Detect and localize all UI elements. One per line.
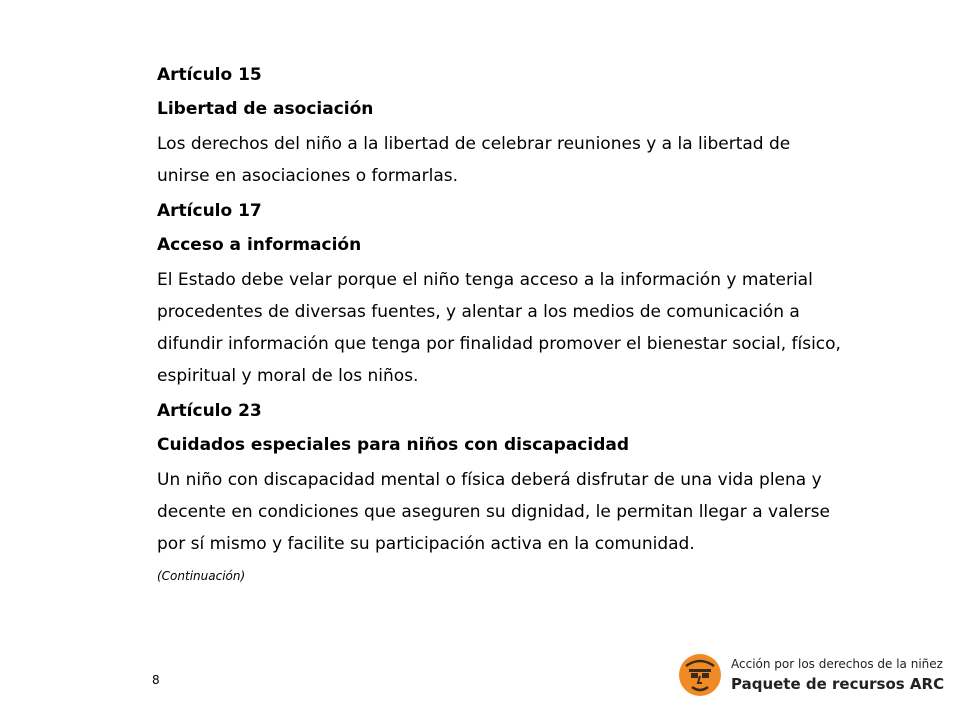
body-line: procedentes de diversas fuentes, y alentar a los medios de comunicación a bbox=[157, 302, 800, 322]
footer-logo bbox=[677, 652, 944, 698]
body-line: El Estado debe velar porque el niño tenga acceso a la información y material bbox=[157, 270, 813, 290]
logo-title: Paquete de recursos ARC bbox=[731, 675, 945, 693]
body-line: espiritual y moral de los niños. bbox=[157, 366, 419, 386]
page-number: 8 bbox=[152, 673, 160, 687]
article-title: Acceso a información bbox=[157, 235, 362, 255]
article-title: Libertad de asociación bbox=[157, 99, 374, 119]
article-23 bbox=[157, 400, 937, 560]
article-17 bbox=[157, 200, 937, 392]
article-title: Cuidados especiales para niños con discapacidad bbox=[157, 435, 630, 455]
body-line: decente en condiciones que aseguren su dignidad, le permitan llegar a valerse bbox=[157, 502, 830, 522]
body-line: por sí mismo y facilite su participación activa en la comunidad. bbox=[157, 534, 695, 554]
article-body bbox=[157, 264, 937, 392]
continuation-note: (Continuación) bbox=[157, 569, 246, 583]
article-body bbox=[157, 464, 937, 560]
article-number: Artículo 17 bbox=[157, 201, 262, 221]
body-line: Un niño con discapacidad mental o física deberá disfrutar de una vida plena y bbox=[157, 470, 822, 490]
logo-tagline: Acción por los derechos de la niñez bbox=[731, 657, 943, 671]
body-line: Los derechos del niño a la libertad de celebrar reuniones y a la libertad de bbox=[157, 134, 791, 154]
logo-text bbox=[731, 656, 944, 694]
document-content bbox=[157, 64, 937, 584]
article-body bbox=[157, 128, 937, 192]
article-15 bbox=[157, 64, 937, 192]
body-line: difundir información que tenga por finalidad promover el bienestar social, físico, bbox=[157, 334, 841, 354]
child-face-icon bbox=[677, 652, 723, 698]
article-number: Artículo 15 bbox=[157, 65, 262, 85]
body-line: unirse en asociaciones o formarlas. bbox=[157, 166, 458, 186]
article-number: Artículo 23 bbox=[157, 401, 262, 421]
